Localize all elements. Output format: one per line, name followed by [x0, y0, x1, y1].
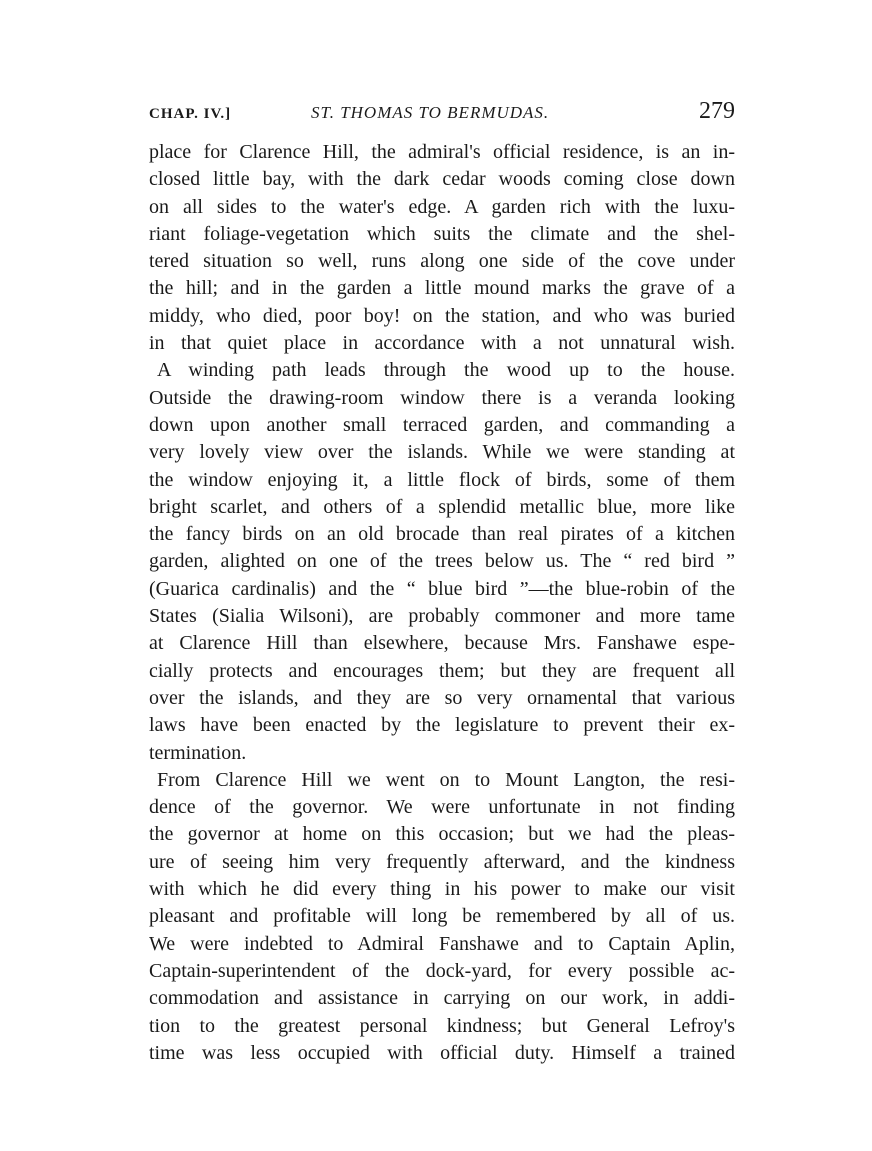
- text-line: in that quiet place in accordance with a not unnatural wish.: [149, 332, 735, 355]
- text-line: termination.: [149, 741, 247, 764]
- chapter-label: CHAP. IV.]: [149, 106, 232, 122]
- text-line: bright scarlet, and others of a splendid metallic blue, more like: [149, 495, 735, 518]
- text-line: tion to the greatest personal kindness; but General Lefroy's: [149, 1014, 735, 1037]
- text-line: at Clarence Hill than elsewhere, because Mrs. Fanshawe espe-: [149, 632, 735, 655]
- running-head: [149, 98, 735, 134]
- text-line: We were indebted to Admiral Fanshawe and to Captain Aplin,: [149, 932, 735, 955]
- text-line: States (Sialia Wilsoni), are probably commoner and more tame: [149, 605, 735, 628]
- text-line: cially protects and encourages them; but they are frequent all: [149, 659, 735, 682]
- text-line: time was less occupied with official duty. Himself a trained: [149, 1041, 735, 1064]
- text-line: the governor at home on this occasion; but we had the pleas-: [149, 823, 735, 846]
- text-line: pleasant and profitable will long be remembered by all of us.: [149, 905, 735, 928]
- text-line: Captain-superintendent of the dock-yard, for every possible ac-: [149, 959, 735, 982]
- text-line: laws have been enacted by the legislature to prevent their ex-: [149, 714, 735, 737]
- text-line: the window enjoying it, a little flock of birds, some of them: [149, 468, 735, 491]
- running-title: ST. THOMAS TO BERMUDAS.: [311, 103, 550, 122]
- text-line: (Guarica cardinalis) and the “ blue bird ”—the blue-robin of the: [149, 577, 735, 600]
- text-line: down upon another small terraced garden, and commanding a: [149, 413, 735, 436]
- text-line: closed little bay, with the dark cedar woods coming close down: [149, 168, 735, 191]
- paragraph-2: [149, 357, 735, 766]
- text-line: place for Clarence Hill, the admiral's official residence, is an in-: [149, 141, 735, 163]
- text-line: on all sides to the water's edge. A garden rich with the luxu-: [149, 195, 735, 218]
- text-line: ure of seeing him very frequently afterward, and the kindness: [149, 850, 735, 873]
- text-line: very lovely view over the islands. While we were standing at: [149, 441, 735, 464]
- text-line: over the islands, and they are so very ornamental that various: [149, 686, 735, 709]
- text-line: garden, alighted on one of the trees below us. The “ red bird ”: [149, 550, 735, 573]
- text-line: tered situation so well, runs along one side of the cove under: [149, 250, 735, 273]
- paragraph-3: [149, 767, 735, 1067]
- text-line: A winding path leads through the wood up to the house.: [157, 359, 735, 382]
- text-line: dence of the governor. We were unfortunate in not finding: [149, 796, 735, 819]
- text-line: riant foliage-vegetation which suits the climate and the shel-: [149, 222, 735, 245]
- text-line: middy, who died, poor boy! on the station, and who was buried: [149, 304, 735, 327]
- text-line: commodation and assistance in carrying on our work, in addi-: [149, 987, 735, 1010]
- text-line: the hill; and in the garden a little mound marks the grave of a: [149, 277, 735, 300]
- text-line: Outside the drawing-room window there is a veranda looking: [149, 386, 735, 409]
- text-line: From Clarence Hill we went on to Mount Langton, the resi-: [157, 768, 735, 791]
- paragraph-1: [149, 139, 735, 357]
- body-text: [149, 139, 735, 1067]
- text-line: with which he did every thing in his power to make our visit: [149, 878, 735, 901]
- text-line: the fancy birds on an old brocade than real pirates of a kitchen: [149, 523, 735, 546]
- page-number: 279: [699, 98, 735, 124]
